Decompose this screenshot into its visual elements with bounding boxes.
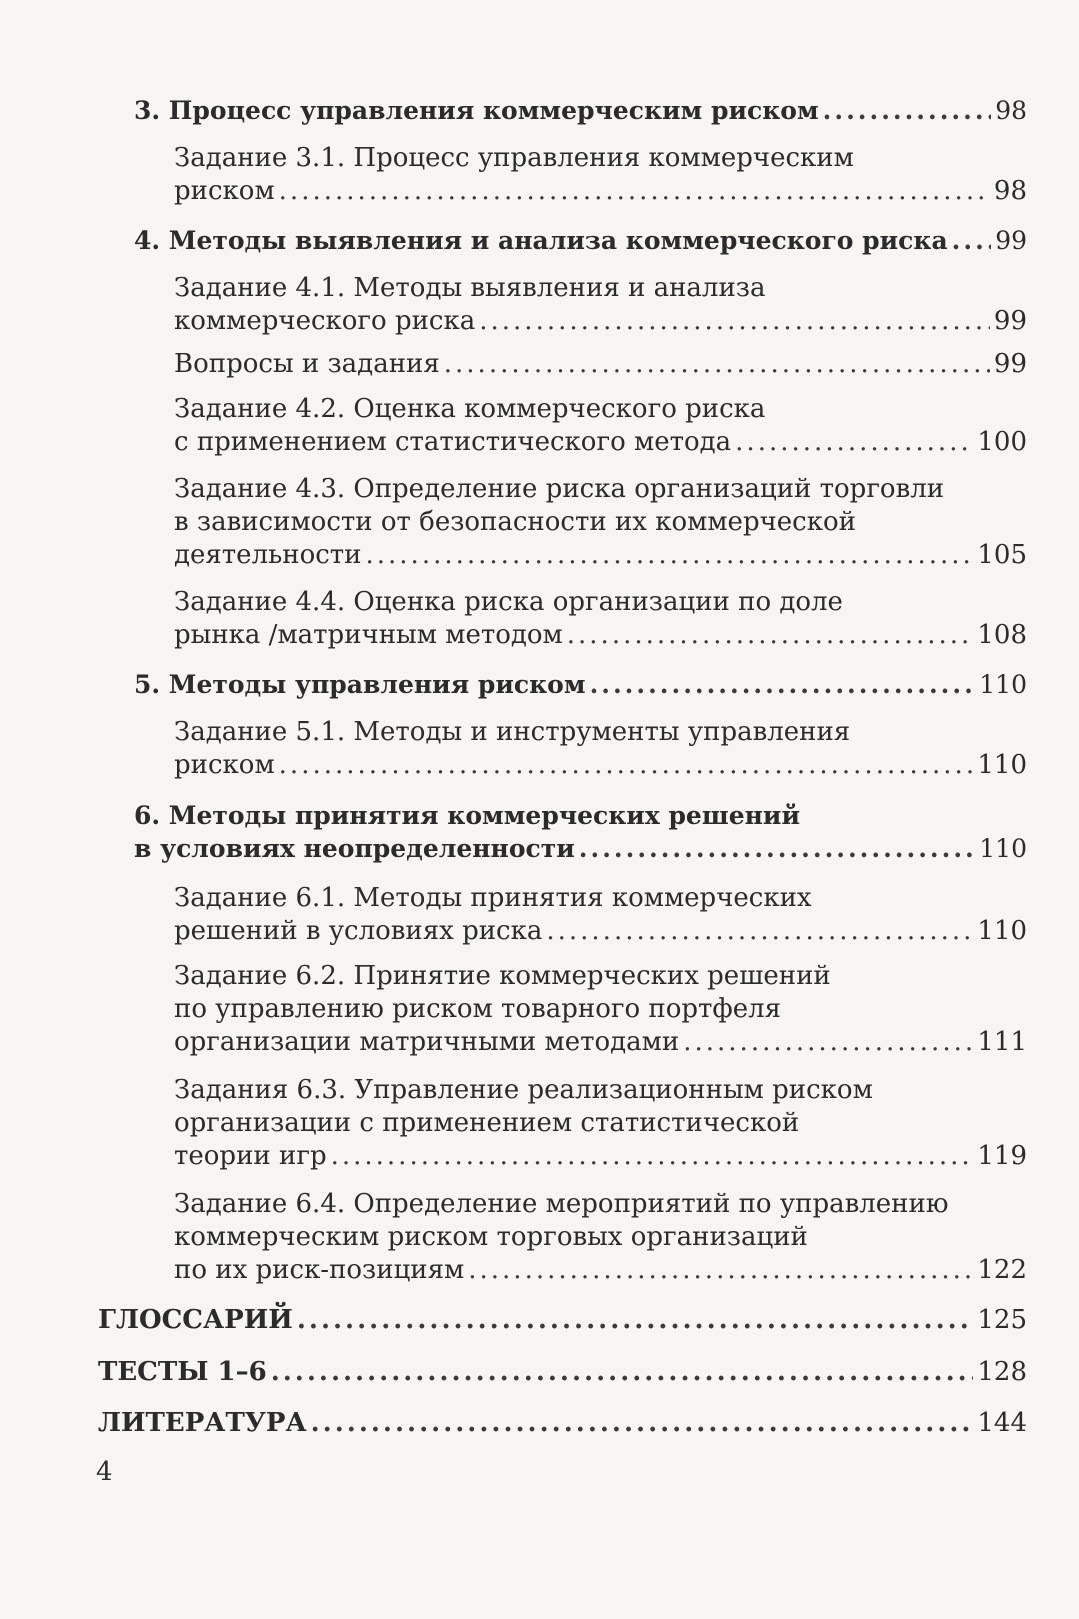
dot-leader [366, 539, 974, 572]
dot-leader [479, 305, 990, 338]
entry-page-number: 99 [993, 306, 1027, 336]
entry-title-line: Задание 3.1. Процесс управления коммерческим [174, 143, 854, 173]
entry-page-number: 105 [977, 540, 1027, 570]
page-number: 4 [96, 1457, 113, 1487]
dot-leader [952, 224, 992, 257]
entry-title-line: Задание 6.1. Методы принятия коммерческих [174, 883, 812, 913]
dot-leader [579, 832, 975, 865]
entry-title: 3. Процесс управления коммерческим риском [134, 96, 819, 125]
entry-title-line: Задание 6.2. Принятие коммерческих решений [174, 961, 831, 991]
entry-page-number: 111 [977, 1027, 1027, 1057]
entry-page-number: 110 [977, 916, 1027, 946]
entry-title: ЛИТЕРАТУРА [98, 1408, 307, 1438]
toc-task-entry [174, 882, 1027, 948]
entry-page-number: 110 [979, 834, 1027, 863]
entry-title: Вопросы и задания [174, 349, 440, 379]
toc-top-entry [98, 1356, 1027, 1389]
dot-leader [279, 175, 990, 208]
entry-page-number: 128 [977, 1357, 1027, 1387]
entry-title-line: Задание 6.4. Определение мероприятий по управлению [174, 1189, 949, 1219]
entry-title-line: рынка /матричным методом [174, 620, 563, 650]
dot-leader [468, 1254, 973, 1287]
entry-title: ГЛОССАРИЙ [98, 1305, 293, 1335]
toc-task-entry [174, 716, 1027, 782]
toc-task-entry [174, 586, 1027, 652]
toc-section-entry [134, 224, 1027, 257]
dot-leader [735, 426, 973, 459]
entry-page-number: 119 [977, 1141, 1027, 1171]
toc-section-entry [134, 668, 1027, 701]
entry-title: 5. Методы управления риском [134, 670, 586, 699]
entry-title-line: организации с применением статистической [174, 1108, 800, 1138]
toc-section-entry [134, 799, 1027, 865]
entry-title-line: Задание 4.3. Определение риска организаций торговли [174, 474, 945, 504]
dot-leader [683, 1026, 973, 1059]
entry-title-line: организации матричными методами [174, 1027, 680, 1057]
entry-page-number: 125 [977, 1305, 1027, 1335]
entry-page-number: 110 [977, 750, 1027, 780]
entry-title-line: в условиях неопределенности [134, 834, 575, 863]
entry-page-number: 100 [977, 427, 1027, 457]
dot-leader [444, 348, 990, 381]
entry-page-number: 99 [993, 349, 1027, 379]
entry-title-line: Задания 6.3. Управление реализационным риском [174, 1075, 873, 1105]
toc-task-entry [174, 960, 1027, 1059]
toc-section-entry [134, 94, 1027, 127]
dot-leader [590, 668, 976, 701]
entry-title-line: Задание 5.1. Методы и инструменты управления [174, 717, 851, 747]
entry-page-number: 122 [977, 1255, 1027, 1285]
entry-title-line: теории игр [174, 1141, 327, 1171]
entry-title-line: коммерческим риском торговых организаций [174, 1222, 808, 1252]
toc-task-entry [174, 1188, 1027, 1287]
entry-title-line: Задание 4.2. Оценка коммерческого риска [174, 394, 766, 424]
dot-leader [297, 1304, 974, 1337]
entry-title-line: решений в условиях риска [174, 916, 543, 946]
entry-title-line: Задание 4.1. Методы выявления и анализа [174, 273, 766, 303]
toc-top-entry [98, 1304, 1027, 1337]
dot-leader [311, 1407, 974, 1440]
toc-task-entry [174, 473, 1027, 572]
entry-page-number: 108 [977, 620, 1027, 650]
entry-title-line: Задание 4.4. Оценка риска организации по доле [174, 587, 843, 617]
toc-task-entry [174, 1074, 1027, 1173]
dot-leader [823, 94, 992, 127]
dot-leader [331, 1140, 974, 1173]
dot-leader [546, 915, 973, 948]
entry-title-line: по управлению риском товарного портфеля [174, 994, 782, 1024]
entry-page-number: 144 [977, 1408, 1027, 1438]
toc-task-entry [174, 393, 1027, 459]
dot-leader [567, 619, 974, 652]
entry-title-line: с применением статистического метода [174, 427, 732, 457]
dot-leader [279, 749, 974, 782]
entry-page-number: 98 [993, 176, 1027, 206]
entry-title: ТЕСТЫ 1–6 [98, 1357, 267, 1387]
toc-task-entry [174, 348, 1027, 381]
entry-page-number: 99 [995, 226, 1027, 255]
toc-task-entry [174, 272, 1027, 338]
entry-title-line: по их риск-позициям [174, 1255, 465, 1285]
entry-title: 4. Методы выявления и анализа коммерческого риска [134, 226, 948, 255]
entry-page-number: 98 [995, 96, 1027, 125]
entry-title-line: в зависимости от безопасности их коммерческой [174, 507, 856, 537]
entry-title-line: риском [174, 176, 275, 206]
entry-page-number: 110 [979, 670, 1027, 699]
entry-title-line: коммерческого риска [174, 306, 476, 336]
dot-leader [271, 1356, 974, 1389]
entry-title-line: деятельности [174, 540, 362, 570]
entry-title-line: риском [174, 750, 275, 780]
toc-task-entry [174, 142, 1027, 208]
toc-top-entry [98, 1407, 1027, 1440]
entry-title-line: 6. Методы принятия коммерческих решений [134, 801, 800, 830]
